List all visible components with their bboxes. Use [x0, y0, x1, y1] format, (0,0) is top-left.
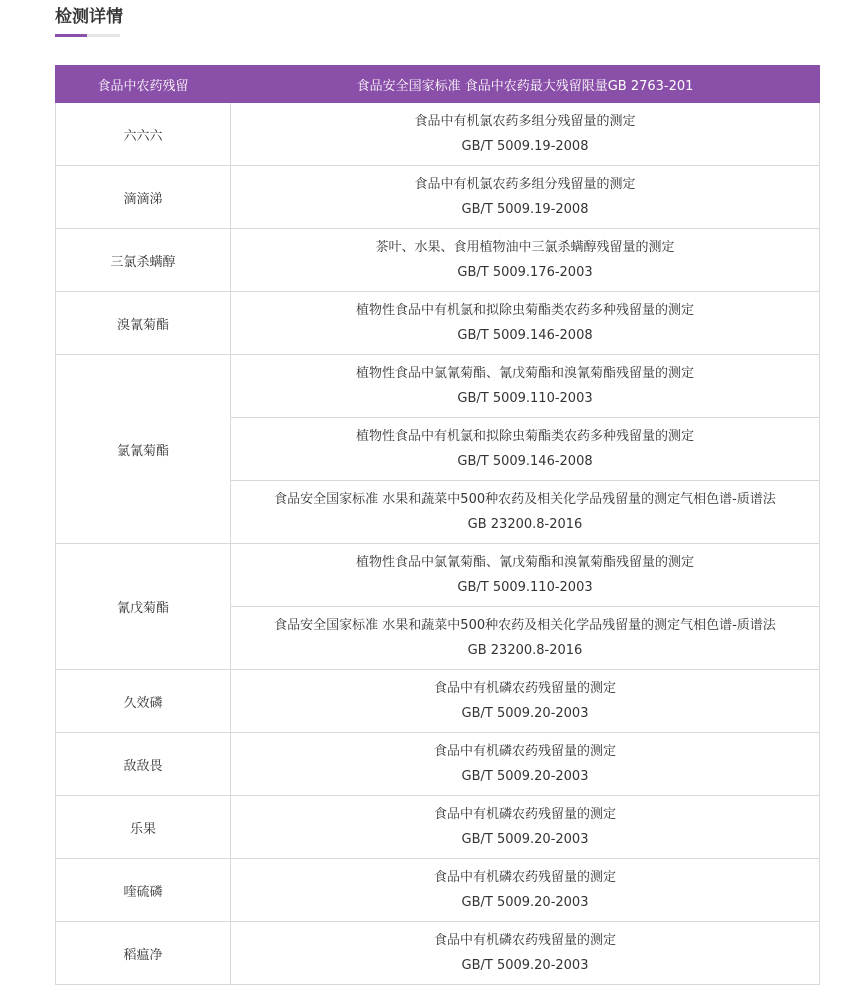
- table-row: [56, 670, 820, 733]
- pesticide-name-cell: 稻瘟净: [56, 922, 231, 985]
- test-standard-cell: [231, 607, 820, 670]
- test-standard-cell: [231, 481, 820, 544]
- test-standard-cell: [231, 166, 820, 229]
- table-row: [56, 796, 820, 859]
- standard-code: GB/T 5009.20-2003: [461, 706, 589, 721]
- test-standard-cell: [231, 355, 820, 418]
- standard-name: 食品中有机磷农药残留量的测定: [433, 807, 616, 822]
- standard-name: 食品中有机磷农药残留量的测定: [433, 681, 616, 696]
- standard-code: GB/T 5009.176-2003: [457, 265, 593, 280]
- standard-code: GB/T 5009.110-2003: [457, 580, 593, 595]
- standard-name: 植物性食品中氯氰菊酯、氰戊菊酯和溴氰菊酯残留量的测定: [355, 555, 694, 570]
- test-standard-cell: [231, 859, 820, 922]
- table-row: [56, 166, 820, 229]
- section-title: 检测详情: [55, 7, 123, 27]
- table-header-standard: 食品安全国家标准 食品中农药最大残留限量GB 2763-201: [231, 66, 820, 103]
- test-standard-cell: [231, 922, 820, 985]
- standard-code: GB 23200.8-2016: [467, 643, 583, 658]
- test-standard-cell: [231, 229, 820, 292]
- standard-code: GB/T 5009.20-2003: [461, 832, 589, 847]
- test-standard-cell: [231, 292, 820, 355]
- standard-name: 植物性食品中有机氯和拟除虫菊酯类农药多种残留量的测定: [355, 303, 694, 318]
- standard-name: 食品中有机磷农药残留量的测定: [433, 933, 616, 948]
- standard-code: GB/T 5009.19-2008: [461, 139, 589, 154]
- pesticide-name-cell: 久效磷: [56, 670, 231, 733]
- standard-code: GB/T 5009.20-2003: [461, 769, 589, 784]
- table-row: [56, 859, 820, 922]
- standard-name: 食品安全国家标准 水果和蔬菜中500种农药及相关化学品残留量的测定气相色谱-质谱法: [274, 618, 776, 633]
- test-standard-cell: [231, 418, 820, 481]
- standard-code: GB/T 5009.110-2003: [457, 391, 593, 406]
- pesticide-name-cell: 乐果: [56, 796, 231, 859]
- pesticide-name-cell: 喹硫磷: [56, 859, 231, 922]
- standard-code: GB 23200.8-2016: [467, 517, 583, 532]
- standard-name: 食品中有机氯农药多组分残留量的测定: [414, 114, 636, 129]
- table-row: [56, 103, 820, 166]
- test-standard-cell: [231, 733, 820, 796]
- table-row: [56, 922, 820, 985]
- standard-code: GB/T 5009.19-2008: [461, 202, 589, 217]
- table-header-category: 食品中农药残留: [56, 66, 231, 103]
- section-title-underline-accent: [55, 34, 87, 37]
- standard-name: 茶叶、水果、食用植物油中三氯杀螨醇残留量的测定: [375, 240, 675, 255]
- standard-name: 食品中有机磷农药残留量的测定: [433, 870, 616, 885]
- standard-name: 植物性食品中有机氯和拟除虫菊酯类农药多种残留量的测定: [355, 429, 694, 444]
- pesticide-name-cell: 六六六: [56, 103, 231, 166]
- standard-code: GB/T 5009.146-2008: [457, 454, 593, 469]
- pesticide-name-cell: 氰戊菊酯: [56, 544, 231, 670]
- section-title-underline: [55, 34, 120, 37]
- pesticide-name-cell: 滴滴涕: [56, 166, 231, 229]
- standard-code: GB/T 5009.146-2008: [457, 328, 593, 343]
- pesticide-name-cell: 三氯杀螨醇: [56, 229, 231, 292]
- standard-name: 植物性食品中氯氰菊酯、氰戊菊酯和溴氰菊酯残留量的测定: [355, 366, 694, 381]
- table-row: [56, 229, 820, 292]
- test-standard-cell: [231, 796, 820, 859]
- table-row: [56, 544, 820, 607]
- standard-name: 食品安全国家标准 水果和蔬菜中500种农药及相关化学品残留量的测定气相色谱-质谱法: [274, 492, 776, 507]
- standard-code: GB/T 5009.20-2003: [461, 958, 589, 973]
- table-row: [56, 355, 820, 418]
- section-header: [55, 6, 125, 37]
- table-row: [56, 292, 820, 355]
- pesticide-name-cell: 氯氰菊酯: [56, 355, 231, 544]
- pesticide-name-cell: 敌敌畏: [56, 733, 231, 796]
- table-row: [56, 733, 820, 796]
- table-header-row: [56, 66, 820, 103]
- standard-code: GB/T 5009.20-2003: [461, 895, 589, 910]
- test-standard-cell: [231, 544, 820, 607]
- standard-name: 食品中有机磷农药残留量的测定: [433, 744, 616, 759]
- test-standard-cell: [231, 103, 820, 166]
- table-body: [56, 103, 820, 985]
- pesticide-name-cell: 溴氰菊酯: [56, 292, 231, 355]
- detail-table: [55, 65, 820, 985]
- test-standard-cell: [231, 670, 820, 733]
- standard-name: 食品中有机氯农药多组分残留量的测定: [414, 177, 636, 192]
